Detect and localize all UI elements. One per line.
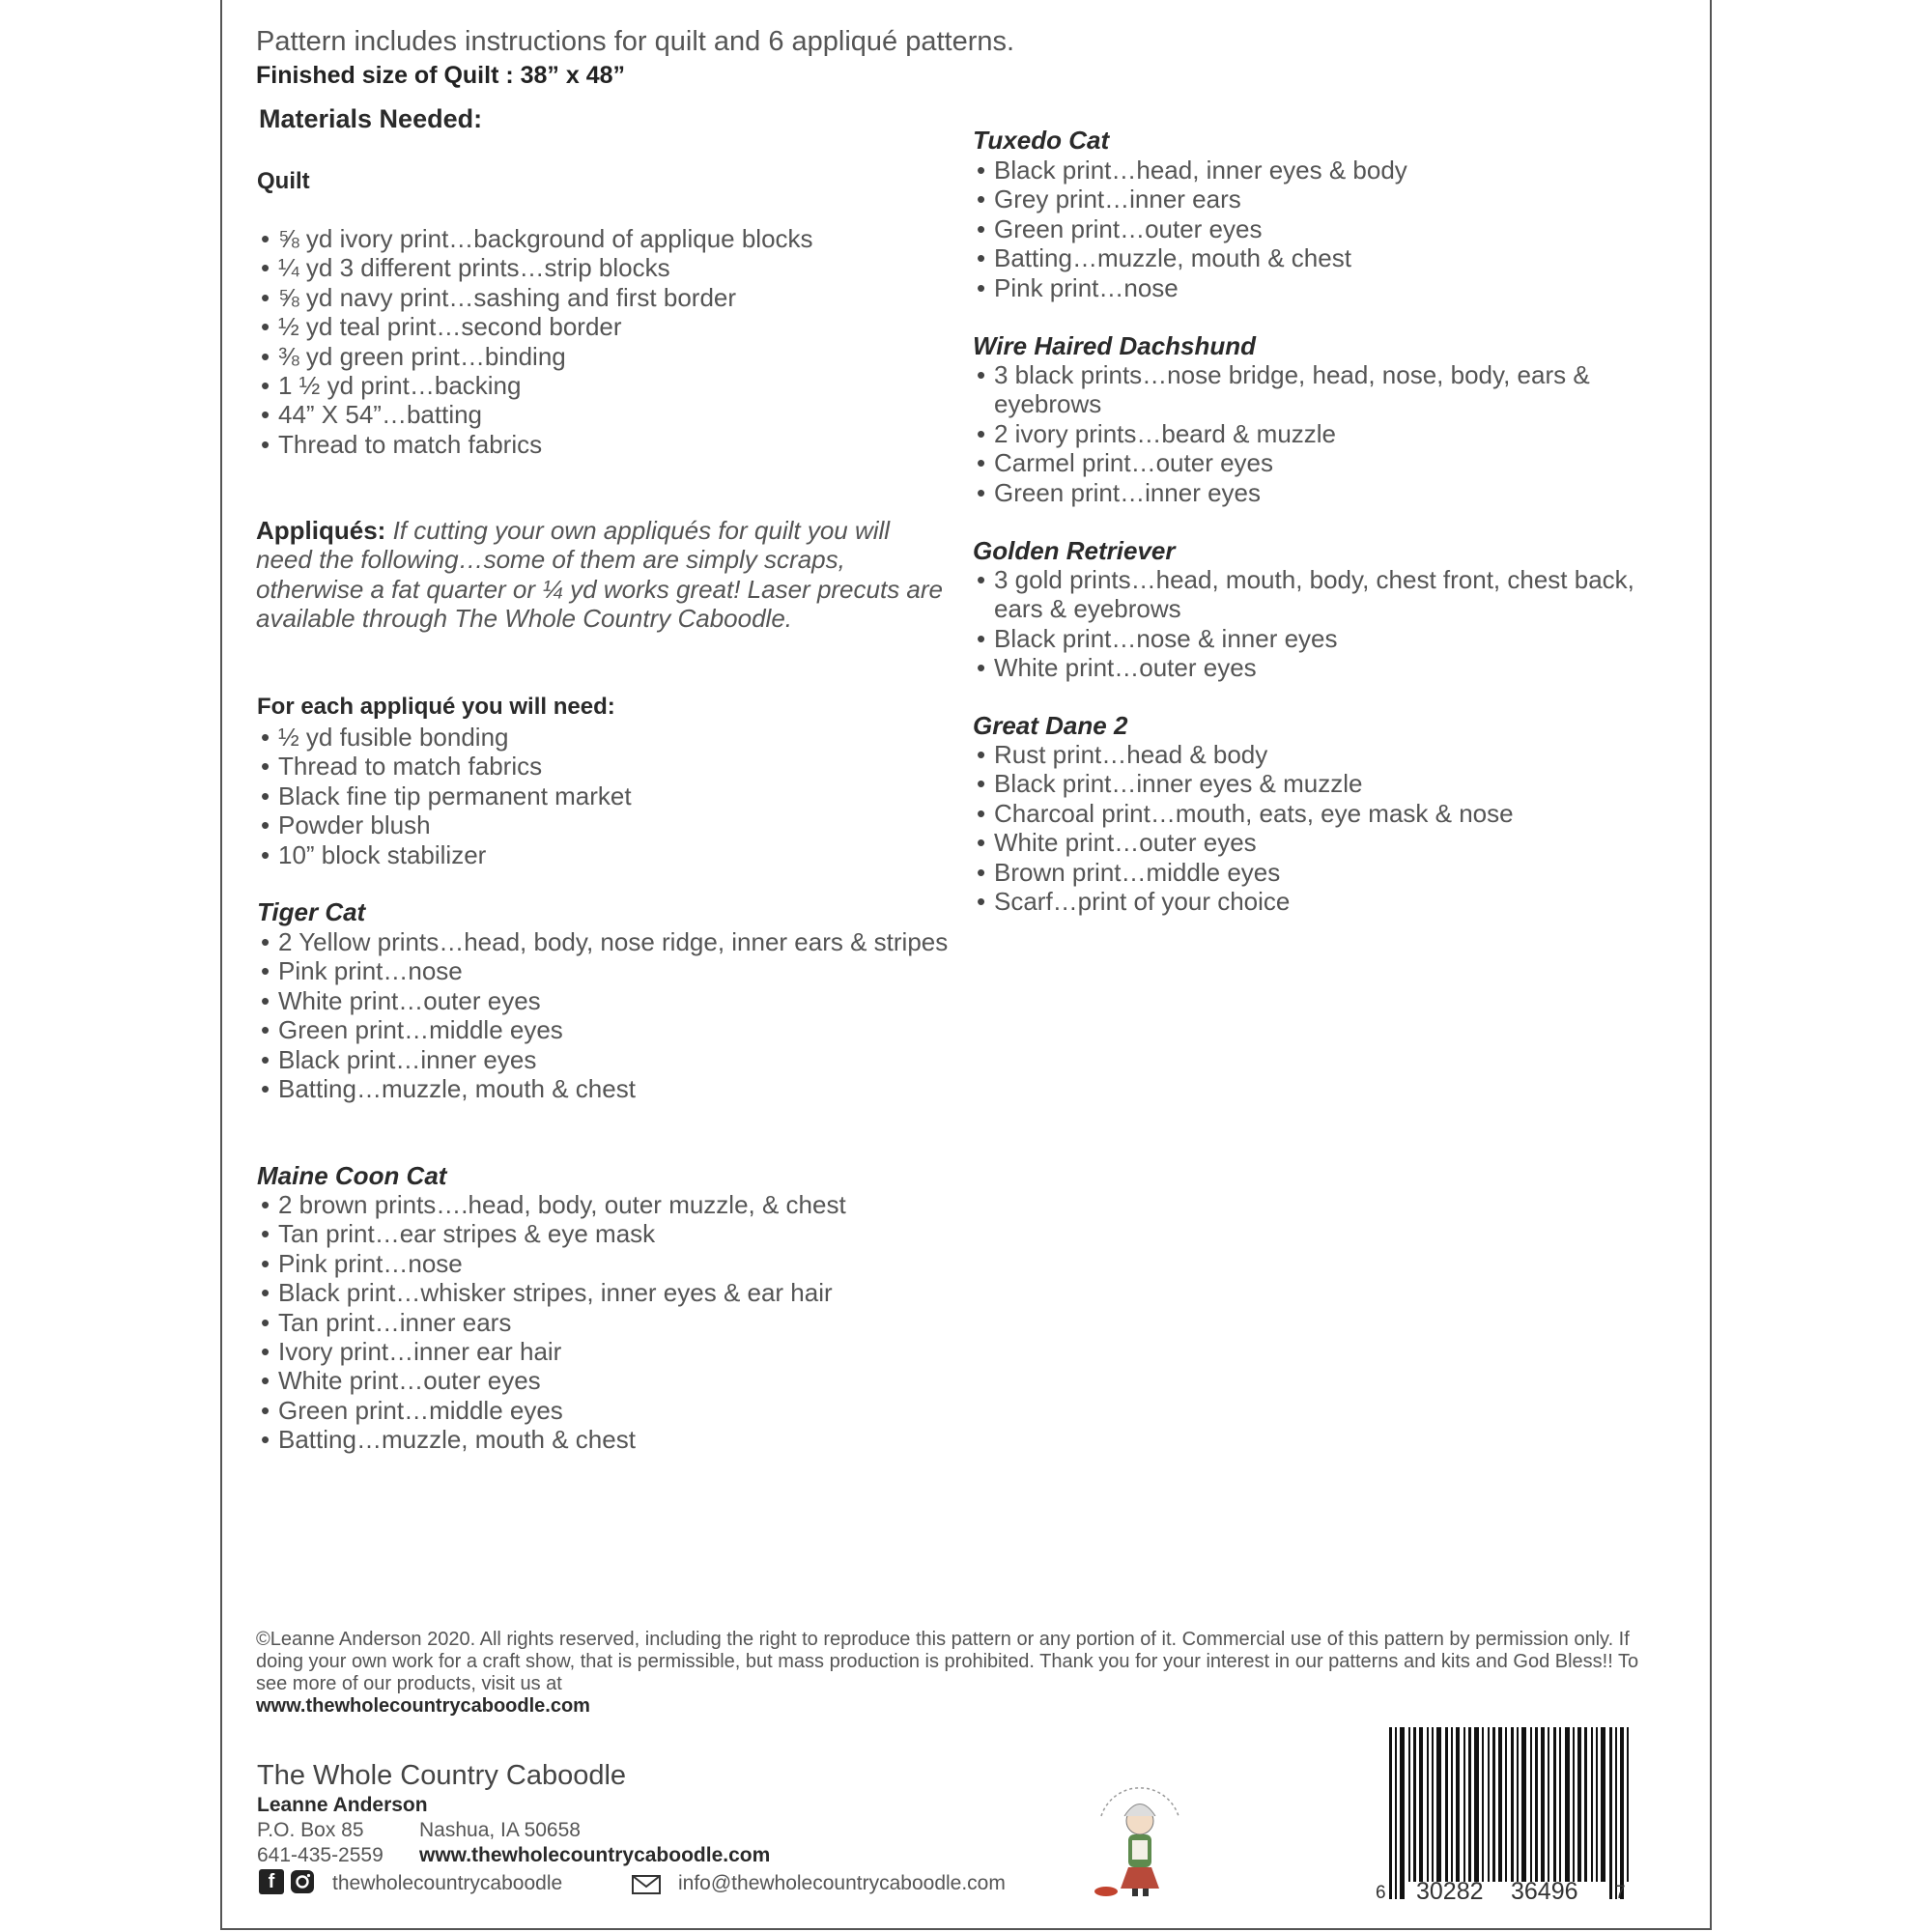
city: Nashua, IA 50658 <box>419 1819 581 1841</box>
copyright-url[interactable]: www.thewholecountrycaboodle.com <box>256 1695 590 1717</box>
list-item: • Grey print…inner ears <box>973 185 1668 213</box>
appliques-label: Appliqués: <box>256 516 386 545</box>
quilt-heading: Quilt <box>257 168 310 194</box>
email-link[interactable]: info@thewholecountrycaboodle.com <box>678 1872 1006 1894</box>
pobox: P.O. Box 85 <box>257 1819 364 1841</box>
list-item: • Powder blush <box>257 810 952 839</box>
list-item: • Black print…nose & inner eyes <box>973 624 1668 653</box>
list-item: • White print…outer eyes <box>973 653 1668 682</box>
golden-retriever-list <box>973 565 1668 683</box>
list-item: • 1 ½ yd print…backing <box>257 371 952 400</box>
quilt-list <box>257 224 952 459</box>
business-name: The Whole Country Caboodle <box>257 1760 627 1791</box>
barcode-digits-3: 36496 <box>1511 1878 1578 1905</box>
list-item: • ⅝ yd navy print…sashing and first border <box>257 283 952 312</box>
barcode-digits-2: 30282 <box>1416 1878 1484 1905</box>
great-dane-list <box>973 740 1668 916</box>
list-item: • Thread to match fabrics <box>257 752 952 781</box>
list-item: • White print…outer eyes <box>257 986 972 1015</box>
contact-person: Leanne Anderson <box>257 1794 428 1816</box>
tuxedo-cat-list <box>973 156 1668 302</box>
barcode-digit-1: 6 <box>1376 1883 1386 1903</box>
list-item: • 2 brown prints….head, body, outer muzzle, & chest <box>257 1190 972 1219</box>
list-item: • Ivory print…inner ear hair <box>257 1337 972 1366</box>
list-item: • ⅝ yd ivory print…background of applique blocks <box>257 224 952 253</box>
list-item: • Black print…inner eyes <box>257 1045 972 1074</box>
list-item: • ½ yd fusible bonding <box>257 723 952 752</box>
intro-line: Pattern includes instructions for quilt and 6 appliqué patterns. <box>256 26 1015 57</box>
tiger-cat-heading: Tiger Cat <box>257 897 366 926</box>
appliques-note <box>256 516 952 634</box>
list-item: • White print…outer eyes <box>257 1366 972 1395</box>
each-applique-list <box>257 723 952 869</box>
tuxedo-cat-heading: Tuxedo Cat <box>973 126 1110 155</box>
list-item: • Brown print…middle eyes <box>973 858 1668 887</box>
list-item: • Batting…muzzle, mouth & chest <box>257 1425 972 1454</box>
list-item: • Green print…outer eyes <box>973 214 1668 243</box>
dachshund-list <box>973 360 1668 507</box>
list-item: • Pink print…nose <box>257 956 972 985</box>
list-item: • Green print…middle eyes <box>257 1396 972 1425</box>
golden-retriever-heading: Golden Retriever <box>973 536 1176 565</box>
list-item: • Green print…middle eyes <box>257 1015 972 1044</box>
appliques-text: If cutting your own appliqués for quilt you will need the following…some of them are simply scraps, otherwise a fat quarter or ¼ yd works great! Laser precuts are available through The Whole Country Caboodle. <box>256 516 944 634</box>
list-item: • 3 black prints…nose bridge, head, nose, body, ears & eyebrows <box>973 360 1668 419</box>
list-item: • ¼ yd 3 different prints…strip blocks <box>257 253 952 282</box>
list-item: • Rust print…head & body <box>973 740 1668 769</box>
list-item: • Pink print…nose <box>257 1249 972 1278</box>
list-item: • Batting…muzzle, mouth & chest <box>973 243 1668 272</box>
facebook-icon[interactable]: f <box>259 1869 284 1894</box>
list-item: • Black fine tip permanent market <box>257 781 952 810</box>
list-item: • Charcoal print…mouth, eats, eye mask & nose <box>973 799 1668 828</box>
list-item: • Black print…head, inner eyes & body <box>973 156 1668 185</box>
list-item: • Tan print…inner ears <box>257 1308 972 1337</box>
copyright-notice <box>256 1629 1657 1718</box>
maine-coon-heading: Maine Coon Cat <box>257 1161 447 1190</box>
list-item: • Pink print…nose <box>973 273 1668 302</box>
list-item: • Black print…whisker stripes, inner eyes & ear hair <box>257 1278 972 1307</box>
list-item: • 10” block stabilizer <box>257 840 952 869</box>
list-item: • Tan print…ear stripes & eye mask <box>257 1219 972 1248</box>
intro <box>256 25 1014 92</box>
social-handle[interactable]: thewholecountrycaboodle <box>332 1872 563 1894</box>
list-item: • Green print…inner eyes <box>973 478 1668 507</box>
copyright-text: ©Leanne Anderson 2020. All rights reserved, including the right to reproduce this pattern or any portion of it. Commercial use of this pattern by permission only. If doing your own work for a craft show, that is permissible, but mass production is prohibited. Thank you for your interest in our patterns and kits and God Bless!! To see more of our products, visit us at <box>256 1629 1639 1694</box>
tiger-cat-list <box>257 927 972 1103</box>
envelope-icon <box>632 1875 661 1899</box>
list-item: • Scarf…print of your choice <box>973 887 1668 916</box>
list-item: • Black print…inner eyes & muzzle <box>973 769 1668 798</box>
materials-heading: Materials Needed: <box>259 104 483 133</box>
list-item: • Carmel print…outer eyes <box>973 448 1668 477</box>
list-item: • White print…outer eyes <box>973 828 1668 857</box>
website-link[interactable]: www.thewholecountrycaboodle.com <box>419 1844 771 1866</box>
instagram-icon[interactable] <box>290 1869 315 1899</box>
great-dane-heading: Great Dane 2 <box>973 711 1128 740</box>
phone: 641-435-2559 <box>257 1844 384 1866</box>
contact-block <box>257 1793 428 1818</box>
list-item: • ½ yd teal print…second border <box>257 312 952 341</box>
each-applique-heading: For each appliqué you will need: <box>257 694 615 720</box>
list-item: • 2 Yellow prints…head, body, nose ridge, inner ears & stripes <box>257 927 972 956</box>
list-item: • ⅜ yd green print…binding <box>257 342 952 371</box>
finished-size: Finished size of Quilt : 38” x 48” <box>256 62 626 89</box>
list-item: • Thread to match fabrics <box>257 430 952 459</box>
list-item: • 2 ivory prints…beard & muzzle <box>973 419 1668 448</box>
barcode-digit-4: 7 <box>1615 1883 1626 1903</box>
list-item: • 44” X 54”…batting <box>257 400 952 429</box>
list-item: • Batting…muzzle, mouth & chest <box>257 1074 972 1103</box>
dachshund-heading: Wire Haired Dachshund <box>973 331 1257 360</box>
list-item: • 3 gold prints…head, mouth, body, chest front, chest back, ears & eyebrows <box>973 565 1668 624</box>
caboodle-logo <box>1082 1777 1198 1908</box>
maine-coon-list <box>257 1190 972 1455</box>
